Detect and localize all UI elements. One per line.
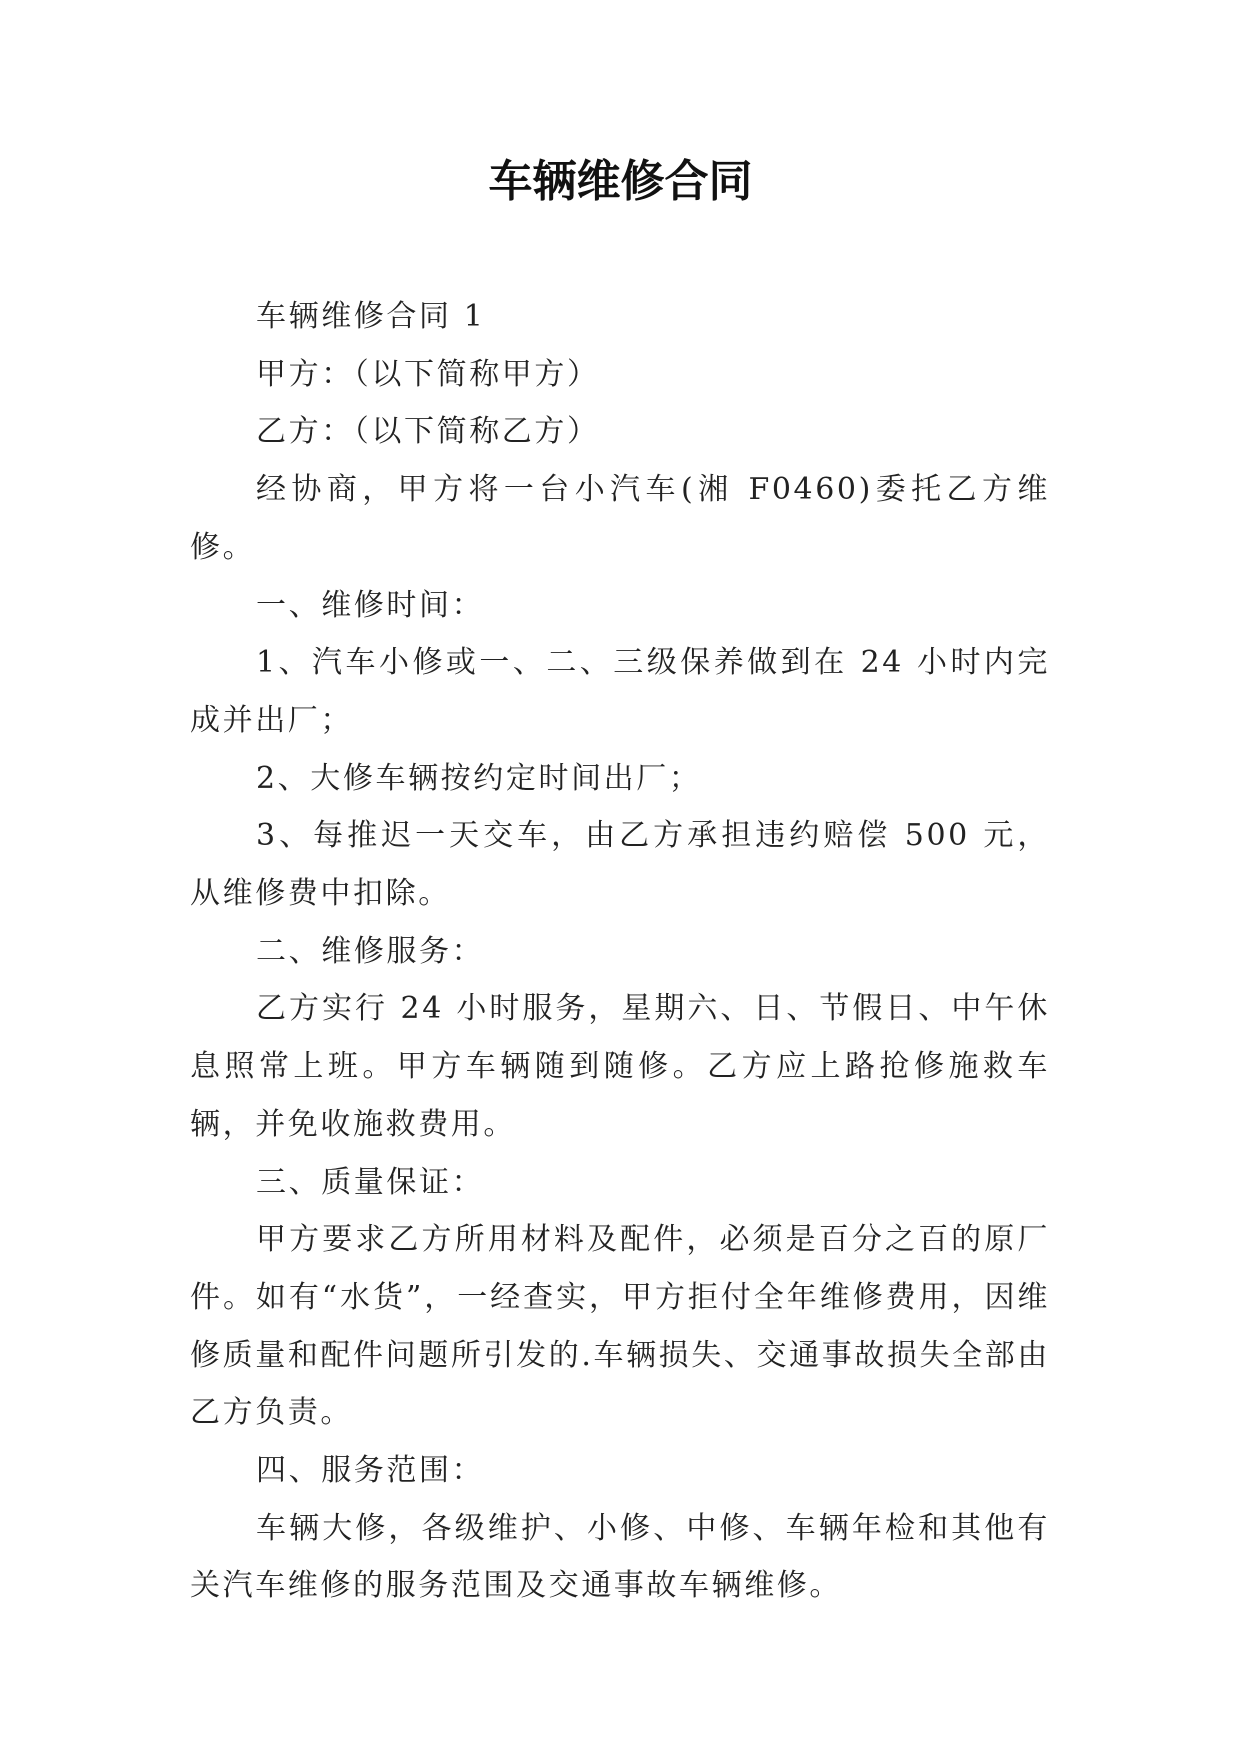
document-title: 车辆维修合同 <box>488 156 753 207</box>
paragraph-clause-3: 3、每推迟一天交车，由乙方承担违约赔偿 500 元，从维修费中扣除。 <box>190 818 1050 912</box>
paragraph-clause-2: 2、大修车辆按约定时间出厂； <box>256 760 702 796</box>
paragraph-clause-1: 1、汽车小修或一、二、三级保养做到在 24 小时内完成并出厂； <box>190 645 1050 738</box>
section-heading-quality: 三、质量保证： <box>256 1164 485 1200</box>
paragraph-scope-details: 车辆大修，各级维护、小修、中修、车辆年检和其他有关汽车维修的服务范围及交通事故车辆维修。 <box>190 1510 1050 1604</box>
paragraph-service-details: 乙方实行 24 小时服务，星期六、日、节假日、中午休息照常上班。甲方车辆随到随修。乙方应上路抢修施救车辆，并免收施救费用。 <box>190 991 1050 1142</box>
paragraph-party-b: 乙方：（以下简称乙方） <box>256 414 600 450</box>
section-heading-scope: 四、服务范围： <box>256 1453 485 1489</box>
paragraph-quality-details: 甲方要求乙方所用材料及配件，必须是百分之百的原厂件。如有“水货”，一经查实，甲方拒付全年维修费用，因维修质量和配件问题所引发的.车辆损失、交通事故损失全部由乙方负责。 <box>190 1222 1050 1431</box>
paragraph-contract-number: 车辆维修合同 1 <box>256 299 486 334</box>
paragraph-party-a: 甲方：（以下简称甲方） <box>256 356 600 392</box>
section-heading-repair-time: 一、维修时间： <box>256 587 485 623</box>
document-body <box>190 288 1050 1615</box>
paragraph-agreement: 经协商，甲方将一台小汽车(湘 F0460)委托乙方维修。 <box>190 472 1050 565</box>
section-heading-repair-service: 二、维修服务： <box>256 933 485 969</box>
